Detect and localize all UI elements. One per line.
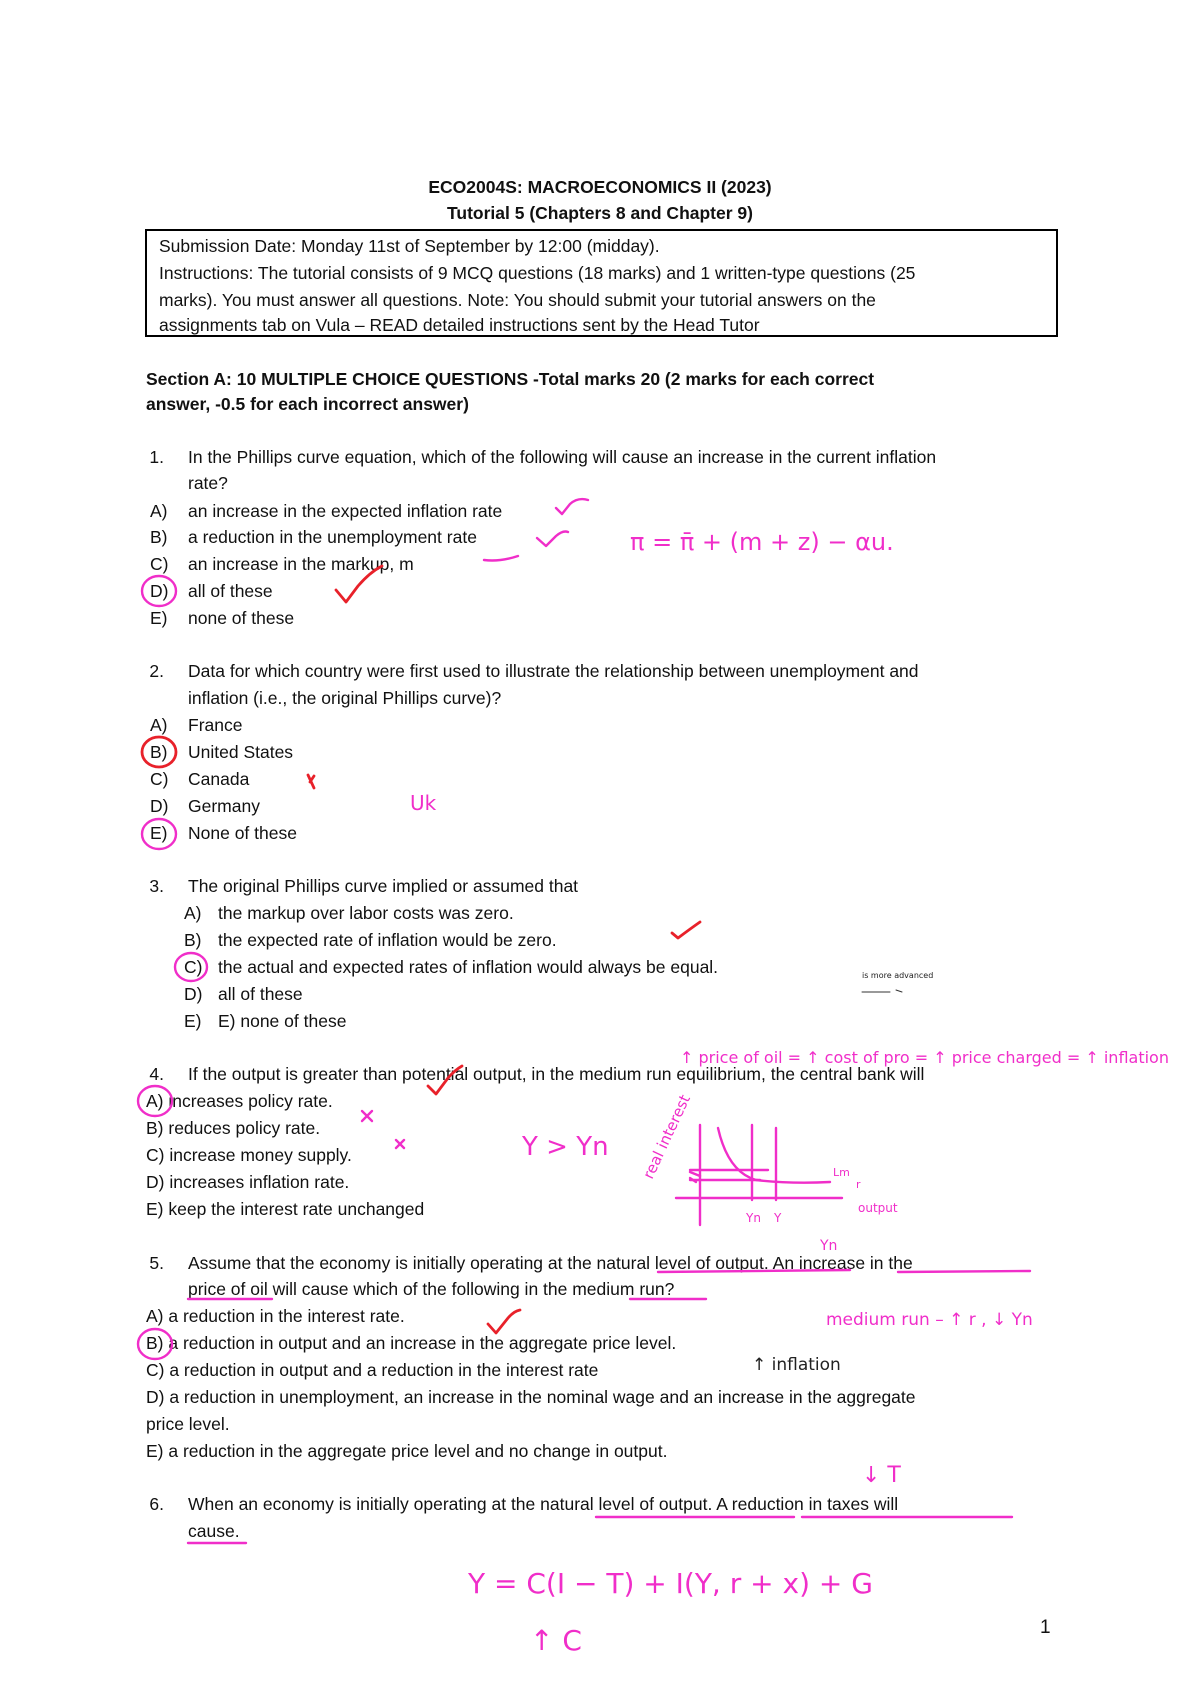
option-letter: B)	[150, 527, 168, 547]
instructions-line-1: Instructions: The tutorial consists of 9 MCQ questions (18 marks) and 1 written-type questions (25	[159, 263, 916, 283]
natural-output-note: Yn	[820, 1238, 838, 1254]
underline-mark	[484, 556, 518, 561]
option-text: France	[188, 715, 243, 735]
cross-mark-icon	[308, 775, 314, 788]
option-text: E) none of these	[218, 1011, 347, 1031]
option-letter: B)	[150, 742, 168, 762]
option-letter: D)	[150, 796, 169, 816]
question-stem: Data for which country were first used to illustrate the relationship between unemployment and	[188, 661, 919, 681]
cross-mark-icon	[396, 1140, 404, 1148]
country-note: Uk	[410, 791, 437, 815]
underline-mark	[898, 1271, 1030, 1272]
graph-label: Yn	[746, 1211, 761, 1225]
question-number: 6.	[149, 1494, 164, 1514]
option-letter: D)	[184, 984, 203, 1004]
option-text: A) increases policy rate.	[146, 1091, 333, 1111]
option-text: B) reduces policy rate.	[146, 1118, 321, 1138]
question-stem: Assume that the economy is initially operating at the natural level of output. An increase in the	[188, 1253, 913, 1273]
question-stem-cont: inflation (i.e., the original Phillips curve)?	[188, 688, 502, 708]
output-gap-note: Y > Yn	[522, 1132, 609, 1162]
checkmark-icon	[672, 922, 700, 938]
option-letter: C)	[150, 554, 169, 574]
option-text: the markup over labor costs was zero.	[218, 903, 514, 923]
option-text: B) a reduction in output and an increase in the aggregate price level.	[146, 1333, 677, 1353]
option-text: the expected rate of inflation would be zero.	[218, 930, 557, 950]
section-heading: Section A: 10 MULTIPLE CHOICE QUESTIONS -Total marks 20 (2 marks for each correct	[146, 369, 875, 389]
inflation-note: ↑ inflation	[752, 1355, 841, 1375]
option-text: all of these	[218, 984, 303, 1004]
tax-cut-note: ↓ T	[862, 1463, 901, 1488]
option-text: an increase in the markup, m	[188, 554, 414, 574]
graph-label: Y	[774, 1211, 782, 1225]
question-number: 4.	[149, 1064, 164, 1084]
option-text: Germany	[188, 796, 260, 816]
option-text: None of these	[188, 823, 297, 843]
option-text: C) a reduction in output and a reduction in the interest rate	[146, 1360, 599, 1380]
option-letter: E)	[184, 1011, 202, 1031]
graph-label: Lm	[833, 1166, 850, 1179]
option-text: an increase in the expected inflation rate	[188, 501, 503, 521]
option-text: A) a reduction in the interest rate.	[146, 1306, 405, 1326]
option-letter: C)	[150, 769, 169, 789]
graph-label: output	[858, 1201, 898, 1215]
scribble-note: is more advanced	[862, 971, 934, 980]
option-text: E) keep the interest rate unchanged	[146, 1199, 425, 1219]
option-text: D) increases inflation rate.	[146, 1172, 350, 1192]
option-text: C) increase money supply.	[146, 1145, 352, 1165]
checkmark-icon	[537, 532, 568, 547]
document-subtitle: Tutorial 5 (Chapters 8 and Chapter 9)	[447, 203, 753, 223]
option-letter: A)	[184, 903, 202, 923]
y-axis-note: real interest	[639, 1091, 694, 1182]
option-letter: E)	[150, 823, 168, 843]
instructions-line-2: marks). You must answer all questions. Note: You should submit your tutorial answers on the	[159, 290, 876, 310]
option-letter: B)	[184, 930, 202, 950]
option-text: E) a reduction in the aggregate price level and no change in output.	[146, 1441, 668, 1461]
option-text: D) a reduction in unemployment, an increase in the nominal wage and an increase in the aggregate	[146, 1387, 916, 1407]
question-stem: In the Phillips curve equation, which of the following will cause an increase in the current inflation	[188, 447, 937, 467]
is-equation-note: Y = C(I − T) + I(Y, r + x) + G	[468, 1567, 873, 1600]
question-stem-cont: price of oil will cause which of the following in the medium run?	[188, 1279, 675, 1299]
checkmark-icon	[556, 499, 588, 514]
option-text: all of these	[188, 581, 273, 601]
option-text: the actual and expected rates of inflation would always be equal.	[218, 957, 719, 977]
instructions-line-3: assignments tab on Vula – READ detailed instructions sent by the Head Tutor	[159, 315, 760, 335]
option-text-cont: price level.	[146, 1414, 230, 1434]
document-title: ECO2004S: MACROECONOMICS II (2023)	[428, 177, 772, 197]
question-number: 1.	[149, 447, 164, 467]
option-letter: A)	[150, 715, 168, 735]
question-number: 3.	[149, 876, 164, 896]
option-letter: C)	[184, 957, 203, 977]
option-text: a reduction in the unemployment rate	[188, 527, 477, 547]
submission-date: Submission Date: Monday 11st of September by 12:00 (midday).	[159, 236, 660, 256]
cross-mark-icon	[362, 1111, 372, 1121]
option-letter: A)	[150, 501, 168, 521]
question-stem: The original Phillips curve implied or assumed that	[188, 876, 579, 896]
option-text: none of these	[188, 608, 295, 628]
option-letter: D)	[150, 581, 169, 601]
question-stem-cont: rate?	[188, 473, 228, 493]
oil-price-chain-note: ↑ price of oil = ↑ cost of pro = ↑ price charged = ↑ inflation	[680, 1048, 1169, 1067]
option-letter: E)	[150, 608, 168, 628]
medium-run-note: medium run – ↑ r , ↓ Yn	[826, 1310, 1033, 1330]
question-number: 2.	[149, 661, 164, 681]
consumption-note: ↑ C	[530, 1624, 582, 1657]
option-text: United States	[188, 742, 294, 762]
page-number: 1	[1040, 1617, 1051, 1638]
question-number: 5.	[149, 1253, 164, 1273]
question-stem: If the output is greater than potential output, in the medium run equilibrium, the central bank will	[188, 1064, 925, 1084]
instructions-box	[145, 229, 1058, 337]
graph-label: r	[856, 1178, 861, 1191]
section-heading-cont: answer, -0.5 for each incorrect answer)	[146, 394, 469, 414]
question-stem-cont: cause.	[188, 1521, 240, 1541]
option-text: Canada	[188, 769, 250, 789]
question-stem: When an economy is initially operating at the natural level of output. A reduction in taxes will	[188, 1494, 899, 1514]
phillips-equation-note: π = π̄ + (m + z) − αu.	[630, 528, 894, 556]
